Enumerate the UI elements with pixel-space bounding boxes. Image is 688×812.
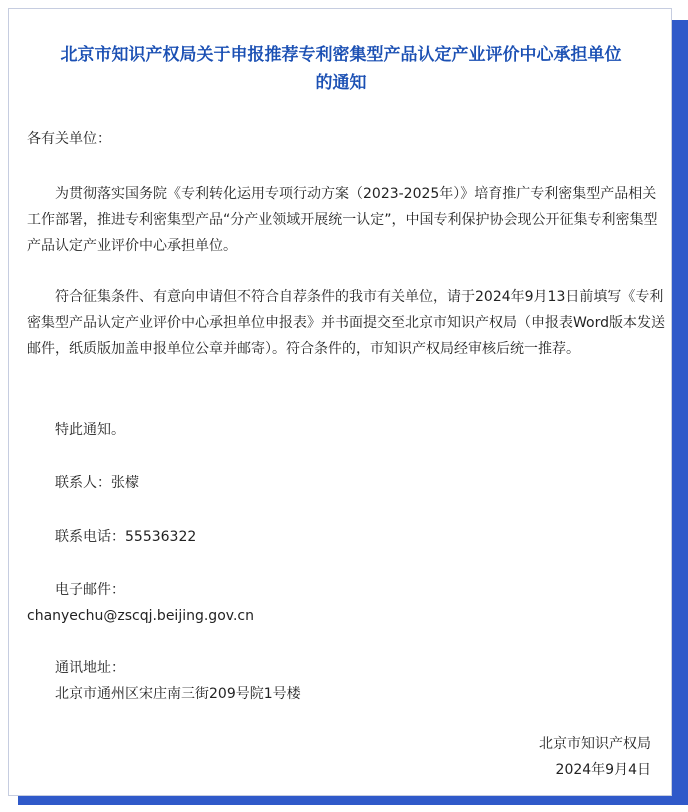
notice-panel (8, 8, 672, 796)
contact-email: chanyechu@zscqj.beijing.gov.cn (27, 608, 254, 624)
contact-address-label: 通讯地址： (55, 660, 125, 676)
contact-phone: 联系电话：55536322 (55, 529, 197, 545)
signature-org: 北京市知识产权局 (539, 736, 651, 752)
signature-date: 2024年9月4日 (555, 762, 651, 778)
contact-address: 北京市通州区宋庄南三街209号院1号楼 (55, 686, 301, 702)
paragraph-2: 符合征集条件、有意向申请但不符合自荐条件的我市有关单位，请于2024年9月13日前填写《专利密集型产品认定产业评价中心承担单位申报表》并书面提交至北京市知识产权局（申报表Word版本发送邮件，纸质版加盖申报单位公章并邮寄）。符合条件的，市知识产权局经审核后统一推荐。 (27, 289, 665, 357)
contact-person: 联系人：张檬 (55, 475, 139, 491)
contact-email-label: 电子邮件： (55, 582, 125, 598)
contact-email-block (27, 577, 667, 629)
paragraph-1: 为贯彻落实国务院《专利转化运用专项行动方案（2023-2025年）》培育推广专利密集型产品相关工作部署，推进专利密集型产品“分产业领域开展统一认定”，中国专利保护协会现公开征集专利密集型产品认定产业评价中心承担单位。 (27, 186, 658, 254)
title-line-1: 北京市知识产权局关于申报推荐专利密集型产品认定产业评价中心承担单位 (60, 45, 622, 65)
title-line-2: 的通知 (315, 73, 367, 93)
page-title (9, 41, 673, 97)
salutation: 各有关单位： (27, 131, 111, 147)
contact-address-block (27, 655, 667, 707)
paragraph-3: 特此通知。 (55, 422, 125, 438)
